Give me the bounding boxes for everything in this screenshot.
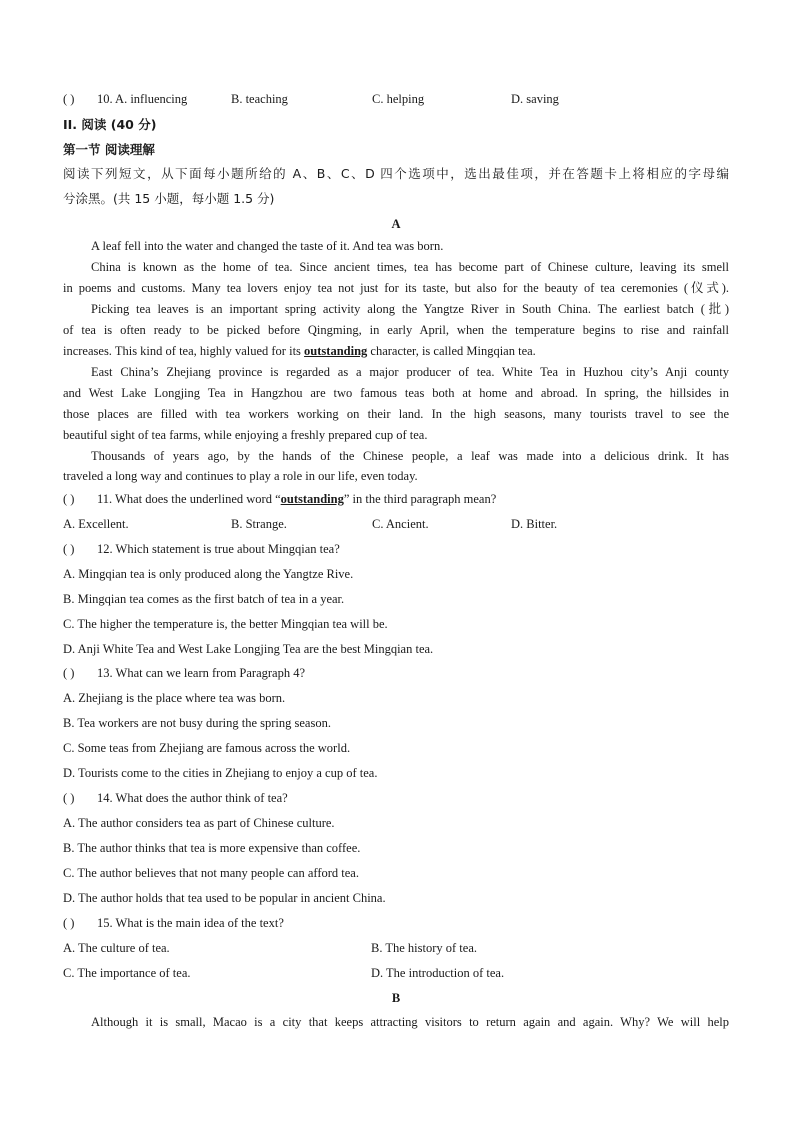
- answer-blank[interactable]: ( ): [63, 542, 75, 556]
- question-13-option-d: D. Tourists come to the cities in Zhejiang to enjoy a cup of tea.: [63, 766, 378, 780]
- question-12-option-c: C. The higher the temperature is, the better Mingqian tea will be.: [63, 617, 388, 631]
- text-span: 15. What is the main idea of the text?: [97, 916, 284, 930]
- passage-a-para-5-line-1: Thousands of years ago, by the hands of the Chinese people, a leaf was made into a delicious drink. It has: [91, 449, 729, 463]
- question-14-stem: [63, 788, 729, 809]
- passage-a-para-3-line-3: [63, 341, 729, 362]
- option-d: D. The introduction of tea.: [371, 966, 505, 980]
- option-d: D. Bitter.: [511, 517, 558, 531]
- question-15-options-cd: [63, 963, 729, 984]
- question-14-option-c: C. The author believes that not many people can afford tea.: [63, 866, 359, 880]
- option-c: C. helping: [372, 92, 425, 106]
- text-span: 11. What does the underlined word “: [97, 492, 281, 506]
- question-13-option-a: A. Zhejiang is the place where tea was born.: [63, 691, 286, 705]
- question-10: [63, 89, 729, 110]
- option-b: B. Strange.: [231, 517, 287, 531]
- text-span: 14. What does the author think of tea?: [97, 791, 288, 805]
- question-14-option-a: A. The author considers tea as part of Chinese culture.: [63, 816, 335, 830]
- question-13-option-c: C. Some teas from Zhejiang are famous across the world.: [63, 741, 351, 755]
- answer-blank[interactable]: ( ): [63, 92, 75, 106]
- answer-blank[interactable]: ( ): [63, 916, 75, 930]
- question-14-option-b: B. The author thinks that tea is more expensive than coffee.: [63, 841, 361, 855]
- section-title: II. 阅读 (40 分): [63, 117, 157, 132]
- passage-a-para-5-line-2: traveled a long way and continues to play a role in our life, even today.: [63, 469, 418, 483]
- question-12-option-d: D. Anji White Tea and West Lake Longjing Tea are the best Mingqian tea.: [63, 642, 434, 656]
- passage-a-para-4-line-3: those places are filled with tea workers working on their land. In the high seasons, many tourists travel to see the: [63, 407, 729, 421]
- passage-b-heading: B: [391, 991, 401, 1005]
- answer-blank[interactable]: ( ): [63, 666, 75, 680]
- passage-a-para-4-line-2: and West Lake Longjing Tea in Hangzhou are two famous teas both at home and abroad. In spring, the hillsides in: [63, 386, 729, 400]
- passage-a-para-3-line-2: of tea is often ready to be picked before Qingming, in early April, when the temperature begins to rise and rainfall: [63, 323, 729, 337]
- passage-a-para-4-line-4: beautiful sight of tea farms, while enjoying a freshly prepared cup of tea.: [63, 428, 428, 442]
- answer-blank[interactable]: ( ): [63, 791, 75, 805]
- answer-blank[interactable]: ( ): [63, 492, 75, 506]
- instructions-line-1: 阅读下列短文，从下面每小题所给的 A、B、C、D 四个选项中，选出最佳项，并在答题卡上将相应的字母编: [63, 166, 729, 181]
- option-b: B. teaching: [231, 92, 288, 106]
- question-12-stem: [63, 539, 729, 560]
- question-14-option-d: D. The author holds that tea used to be popular in ancient China.: [63, 891, 386, 905]
- question-15-options-ab: [63, 938, 729, 959]
- option-d: D. saving: [511, 92, 559, 106]
- text-span: increases. This kind of tea, highly valued for its: [63, 344, 305, 358]
- question-12-option-b: B. Mingqian tea comes as the first batch of tea in a year.: [63, 592, 345, 606]
- option-a: A. The culture of tea.: [63, 941, 170, 955]
- passage-b-para-1-line-1: Although it is small, Macao is a city that keeps attracting visitors to return again and again. Why? We will help: [91, 1015, 729, 1029]
- text-span: 13. What can we learn from Paragraph 4?: [97, 666, 306, 680]
- option-b: B. The history of tea.: [371, 941, 477, 955]
- question-13-option-b: B. Tea workers are not busy during the spring season.: [63, 716, 331, 730]
- passage-a-para-3-line-1: Picking tea leaves is an important spring activity along the Yangtze River in South China. The earliest batch (批): [91, 302, 729, 316]
- text-span: character, is called Mingqian tea.: [367, 344, 536, 358]
- question-11-options: [63, 514, 729, 535]
- underlined-word: outstanding: [280, 492, 344, 506]
- text-span: 12. Which statement is true about Mingqian tea?: [97, 542, 340, 556]
- passage-a-para-4-line-1: East China’s Zhejiang province is regarded as a major producer of tea. White Tea in Huzhou city’s Anji county: [91, 365, 729, 379]
- question-11-stem: [63, 489, 729, 510]
- option-c: C. Ancient.: [372, 517, 429, 531]
- passage-a-para-2-line-1: China is known as the home of tea. Since ancient times, tea has become part of Chinese culture, leaving its smell: [91, 260, 729, 274]
- question-13-stem: [63, 663, 729, 684]
- section-subtitle: 第一节 阅读理解: [63, 142, 155, 157]
- instructions-line-2: 兮涂黑。(共 15 小题，每小题 1.5 分): [63, 191, 275, 206]
- question-12-option-a: A. Mingqian tea is only produced along the Yangtze Rive.: [63, 567, 354, 581]
- question-15-stem: [63, 913, 729, 934]
- passage-a-para-2-line-2: in poems and customs. Many tea lovers enjoy tea not just for its taste, but also for the beauty of tea ceremonies (仪式).: [63, 281, 729, 295]
- option-c: C. The importance of tea.: [63, 966, 191, 980]
- passage-a-heading: A: [391, 217, 401, 231]
- text-span: ” in the third paragraph mean?: [343, 492, 497, 506]
- option-a: 10. A. influencing: [97, 92, 188, 106]
- option-a: A. Excellent.: [63, 517, 129, 531]
- passage-a-para-1: A leaf fell into the water and changed the taste of it. And tea was born.: [91, 239, 444, 253]
- underlined-word: outstanding: [304, 344, 368, 358]
